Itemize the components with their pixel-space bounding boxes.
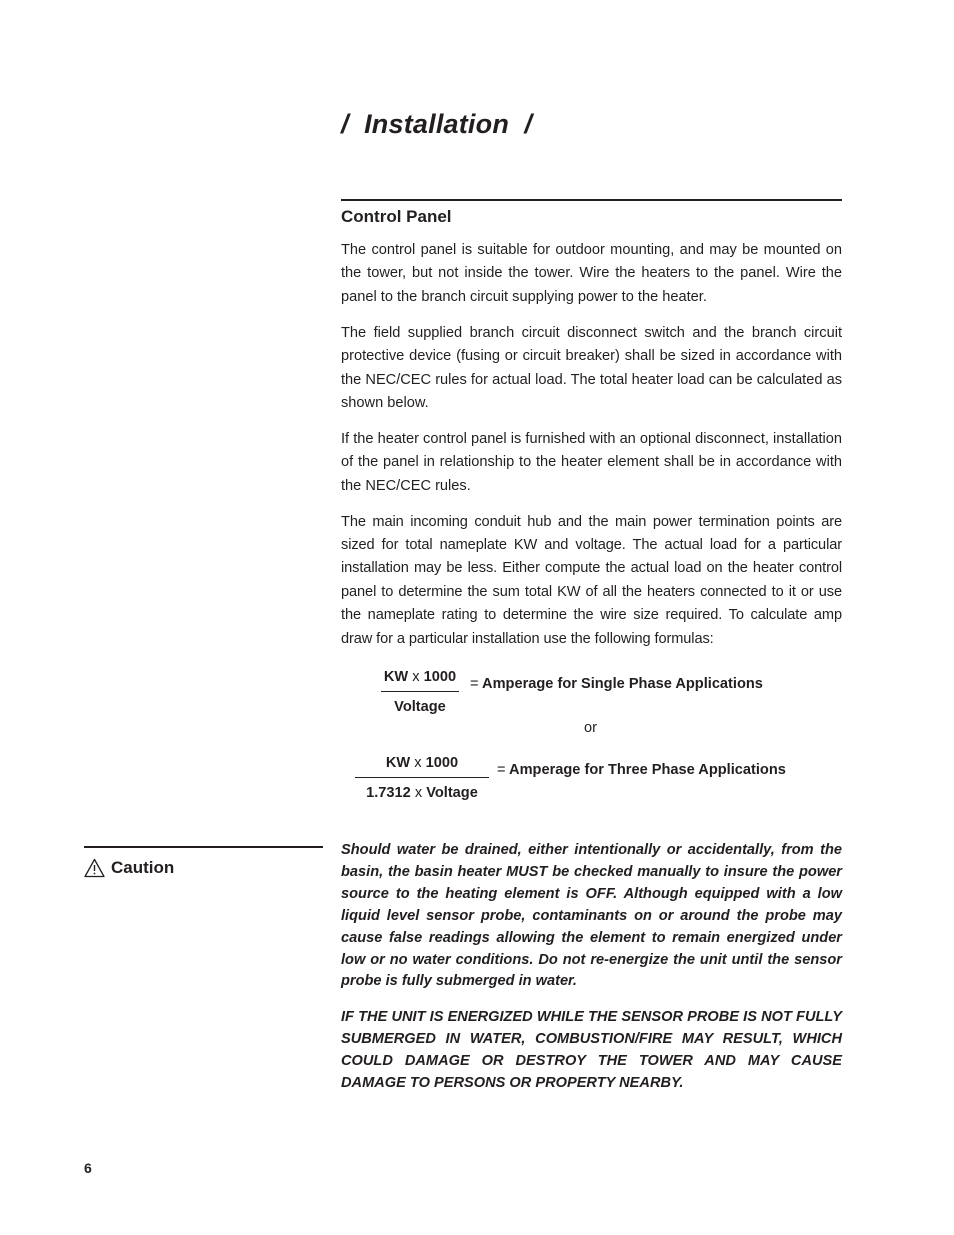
page-number: 6: [84, 1160, 92, 1176]
page-title: / Installation /: [341, 109, 533, 139]
equals-sign: =: [470, 676, 479, 692]
times-sign: x: [412, 669, 420, 685]
fraction-numerator: [355, 753, 489, 778]
fraction-denominator: [355, 778, 489, 803]
caution-text: Caution: [111, 858, 175, 877]
caution-paragraph: Should water be drained, either intentionally or accidentally, from the basin, the basin heater MUST be checked manually to insure the power source to the heating element is OFF. Although equipped with a low liquid level sensor probe, contaminants on or around the probe may cause false readings allowing the element to remain energized under low or no water conditions. Do not re-energize the unit until the sensor probe is fully submerged in water.: [341, 842, 842, 990]
three-phase-result: [497, 760, 786, 780]
denominator-factor: 1.7312: [366, 785, 411, 801]
denominator-voltage: Voltage: [426, 785, 478, 801]
numerator-kw: KW: [383, 669, 409, 685]
section-body: [341, 239, 842, 664]
result-text: Amperage for Single Phase Applications: [482, 676, 763, 692]
caution-warning-paragraph: IF THE UNIT IS ENERGIZED WHILE THE SENSOR PROBE IS NOT FULLY SUBMERGED IN WATER, COMBUSTION/FIRE MAY RESULT, WHICH COULD DAMAGE OR DESTROY THE TOWER AND MAY CAUSE DAMAGE TO PERSONS OR PROPERTY NEARBY.: [341, 1009, 842, 1092]
body-paragraph: If the heater control panel is furnished with an optional disconnect, installation of the panel in relationship to the heater element shall be in accordance with the NEC/CEC rules.: [341, 430, 842, 494]
times-sign: x: [414, 755, 422, 771]
section-heading: Control Panel: [341, 207, 452, 226]
body-paragraph: The field supplied branch circuit disconnect switch and the branch circuit protective device (fusing or circuit breaker) shall be sized in accordance with the NEC/CEC rules for actual load. The total heater load can be calculated as shown below.: [341, 324, 842, 411]
result-text: Amperage for Three Phase Applications: [509, 762, 786, 778]
fraction-numerator: [381, 667, 459, 692]
numerator-1000: 1000: [423, 669, 457, 685]
caution-body: [341, 840, 842, 1109]
three-phase-fraction: [355, 753, 489, 803]
fraction-denominator: Voltage: [394, 699, 446, 715]
caution-divider: [84, 846, 323, 848]
single-phase-result: [470, 674, 763, 694]
caution-label: [84, 856, 174, 880]
single-phase-fraction: [381, 667, 459, 717]
body-paragraph: The main incoming conduit hub and the main power termination points are sized for total nameplate KW and voltage. The actual load for a particular installation may be less. Either compute the actual load on the heater control panel to determine the sum total KW of all the heaters connected to it or use the nameplate rating to determine the wire size required. To calculate amp draw for a particular installation use the following formulas:: [341, 513, 842, 647]
section-divider: [341, 199, 842, 201]
body-paragraph: The control panel is suitable for outdoor mounting, and may be mounted on the tower, but not inside the tower. Wire the heaters to the panel. Wire the panel to the branch circuit supplying power to the heater.: [341, 242, 842, 305]
numerator-kw: KW: [385, 755, 411, 771]
or-separator: or: [584, 720, 597, 736]
numerator-1000: 1000: [425, 755, 459, 771]
times-sign: x: [414, 785, 423, 801]
warning-triangle-icon: [84, 858, 105, 878]
equals-sign: =: [497, 762, 506, 778]
